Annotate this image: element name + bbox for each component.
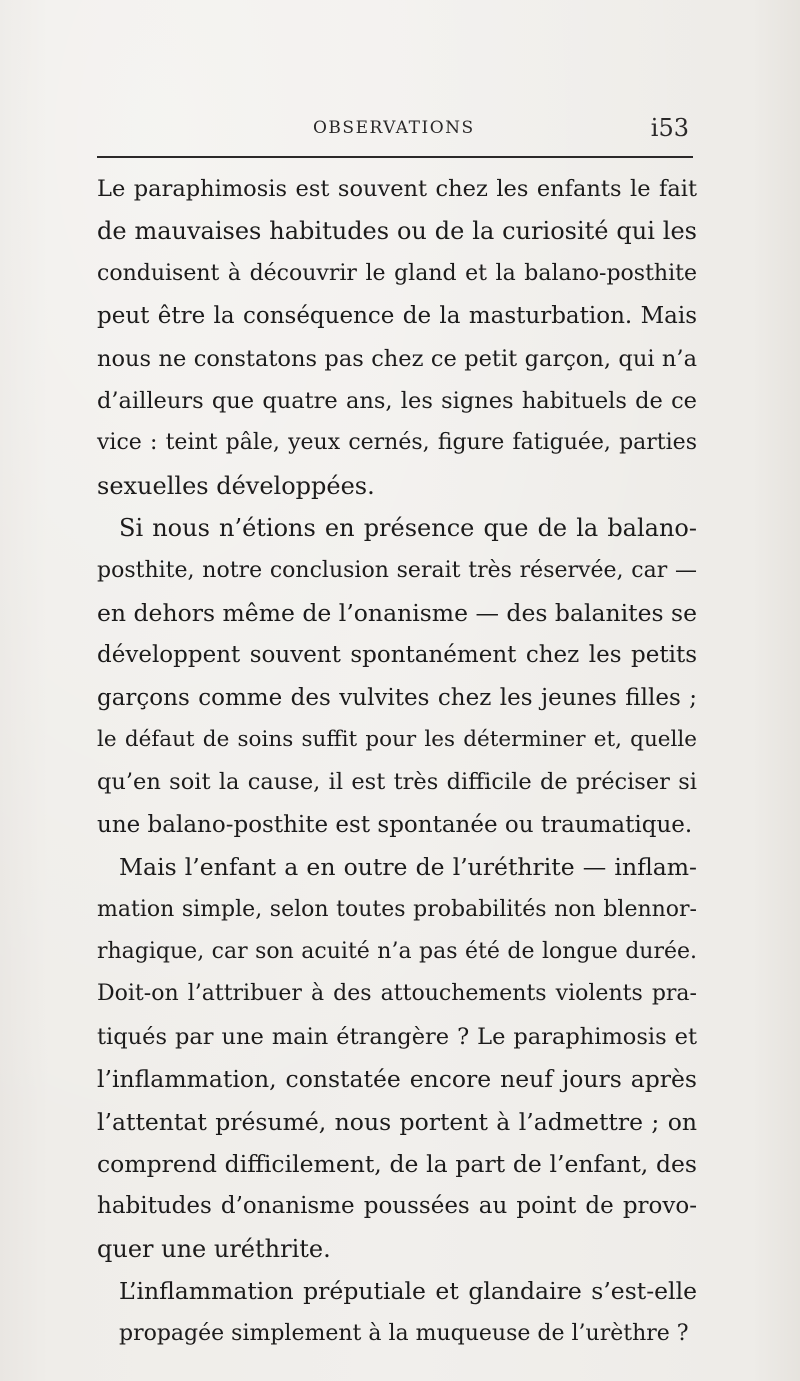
text-line: quer une uréthrite.	[97, 1234, 331, 1263]
text-line: comprend difficilement, de la part de l’enfant, des	[97, 1149, 697, 1178]
text-line: rhagique, car son acuité n’a pas été de longue durée.	[97, 939, 697, 965]
text-line: en dehors même de l’onanisme — des balanites se	[97, 598, 697, 627]
text-line: une balano-posthite est spontanée ou traumatique.	[97, 811, 693, 838]
text-line: qu’en soit la cause, il est très difficile de préciser si	[97, 769, 697, 796]
text-line: l’attentat présumé, nous portent à l’admettre ; on	[97, 1107, 697, 1136]
text-line: Le paraphimosis est souvent chez les enfants le fait	[97, 176, 697, 202]
text-line: l’inflammation, constatée encore neuf jours après	[97, 1065, 697, 1094]
page-header	[97, 114, 693, 146]
text-line: posthite, notre conclusion serait très réservée, car —	[97, 557, 697, 583]
text-line: tiqués par une main étrangère ? Le paraphimosis et	[97, 1023, 697, 1050]
header-rule	[97, 156, 693, 158]
text-line: peut être la conséquence de la masturbation. Mais	[97, 303, 697, 330]
text-line: le défaut de soins suffit pour les déterminer et, quelle	[97, 727, 697, 753]
text-line: mation simple, selon toutes probabilités non blennor-	[97, 896, 697, 922]
running-head: OBSERVATIONS	[313, 118, 475, 138]
text-line: Si nous n’étions en présence que de la balano-	[119, 514, 697, 543]
text-line: d’ailleurs que quatre ans, les signes habituels de ce	[97, 387, 697, 414]
text-line: vice : teint pâle, yeux cernés, figure fatiguée, parties	[97, 430, 697, 456]
text-line: Doit-on l’attribuer à des attouchements violents pra-	[97, 981, 697, 1007]
text-line: Mais l’enfant a en outre de l’uréthrite — inflam-	[119, 853, 697, 882]
text-line: habitudes d’onanisme poussées au point de provo-	[97, 1193, 697, 1220]
text-line: développent souvent spontanément chez les petits	[97, 642, 697, 669]
text-line: de mauvaises habitudes ou de la curiosité qui les	[97, 217, 697, 246]
text-line: sexuelles développées.	[97, 471, 375, 500]
text-line: nous ne constatons pas chez ce petit garçon, qui n’a	[97, 345, 697, 372]
text-line: L’inflammation préputiale et glandaire s’est-elle	[119, 1277, 697, 1306]
text-line: propagée simplement à la muqueuse de l’urèthre ?	[119, 1320, 689, 1346]
text-line: garçons comme des vulvites chez les jeunes filles ;	[97, 684, 697, 711]
text-line: conduisent à découvrir le gland et la balano-posthite	[97, 260, 697, 286]
page-number: i53	[650, 114, 689, 142]
body-text	[97, 168, 697, 1355]
